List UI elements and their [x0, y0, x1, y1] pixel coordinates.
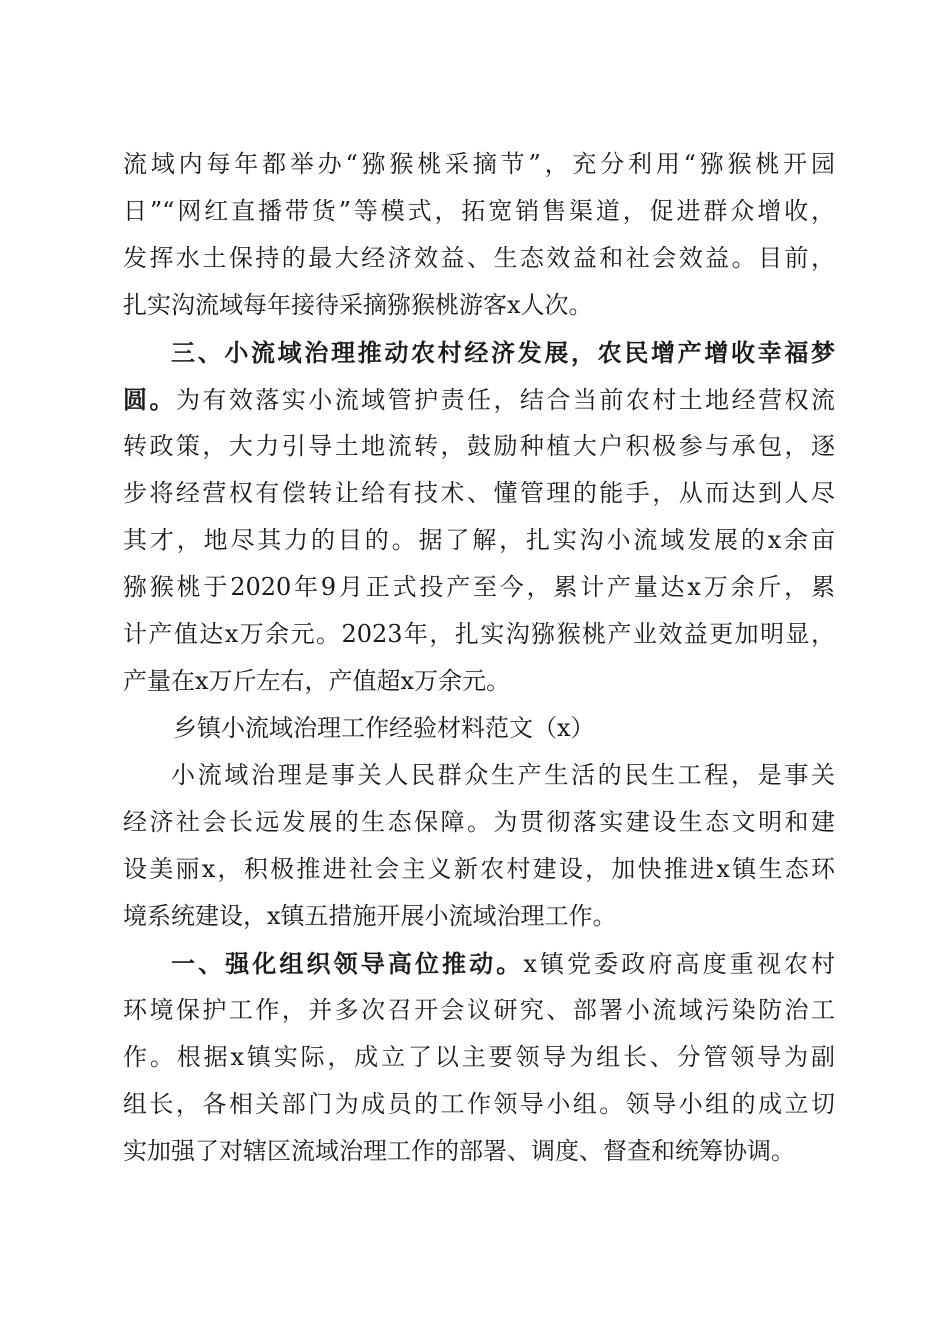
- paragraph-line: 小流域治理是事关人民群众生产生活的民生工程，是事关: [171, 761, 835, 789]
- section-heading-three-end: 圆。: [123, 385, 176, 414]
- document-subtitle: 乡镇小流域治理工作经验材料范文（x）: [173, 714, 595, 742]
- paragraph-line: 转政策，大力引导土地流转，鼓励种植大户积极参与承包，逐: [123, 432, 835, 460]
- paragraph-line: 境系统建设，x镇五措施开展小流域治理工作。: [123, 902, 617, 930]
- paragraph-line: 组长，各相关部门为成员的工作领导小组。领导小组的成立切: [123, 1090, 835, 1118]
- paragraph-line: [123, 376, 835, 423]
- paragraph-line: 设美丽x，积极推进社会主义新农村建设，加快推进x镇生态环: [123, 855, 835, 883]
- section-heading-three: 三、小流域治理推动农村经济发展，农民增产增收幸福梦: [171, 338, 835, 367]
- paragraph-line: 作。根据x镇实际，成立了以主要领导为组长、分管领导为副: [123, 1043, 835, 1071]
- paragraph-line: 猕猴桃于2020年9月正式投产至今，累计产量达x万余斤，累: [123, 573, 835, 601]
- paragraph-line: 步将经营权有偿转让给有技术、懂管理的能手，从而达到人尽: [123, 479, 835, 507]
- paragraph-text: x镇党委政府高度重视农村: [523, 950, 835, 978]
- document-body: [123, 141, 835, 1175]
- paragraph-line: 计产值达x万余元。2023年，扎实沟猕猴桃产业效益更加明显，: [123, 620, 835, 648]
- paragraph-line: 产量在x万斤左右，产值超x万余元。: [123, 667, 511, 695]
- paragraph-line: 日”“网红直播带货”等模式，拓宽销售渠道，促进群众增收，: [123, 197, 835, 225]
- paragraph-line: 实加强了对辖区流域治理工作的部署、调度、督查和统筹协调。: [123, 1137, 795, 1165]
- paragraph-line: 经济社会长远发展的生态保障。为贯彻落实建设生态文明和建: [123, 808, 835, 836]
- paragraph-line: 发挥水土保持的最大经济效益、生态效益和社会效益。目前，: [123, 244, 835, 272]
- section-heading-one: 一、强化组织领导高位推动。: [171, 949, 524, 978]
- paragraph-line: 流域内每年都举办“猕猴桃采摘节”，充分利用“猕猴桃开园: [123, 150, 835, 178]
- paragraph-text: 为有效落实小流域管护责任，结合当前农村土地经营权流: [175, 386, 836, 414]
- paragraph-line: 其才，地尽其力的目的。据了解，扎实沟小流域发展的x余亩: [123, 526, 835, 554]
- paragraph-line: 环境保护工作，并多次召开会议研究、部署小流域污染防治工: [123, 996, 835, 1024]
- paragraph-line: 扎实沟流域每年接待采摘猕猴桃游客x人次。: [123, 291, 593, 319]
- paragraph-line: [123, 940, 835, 987]
